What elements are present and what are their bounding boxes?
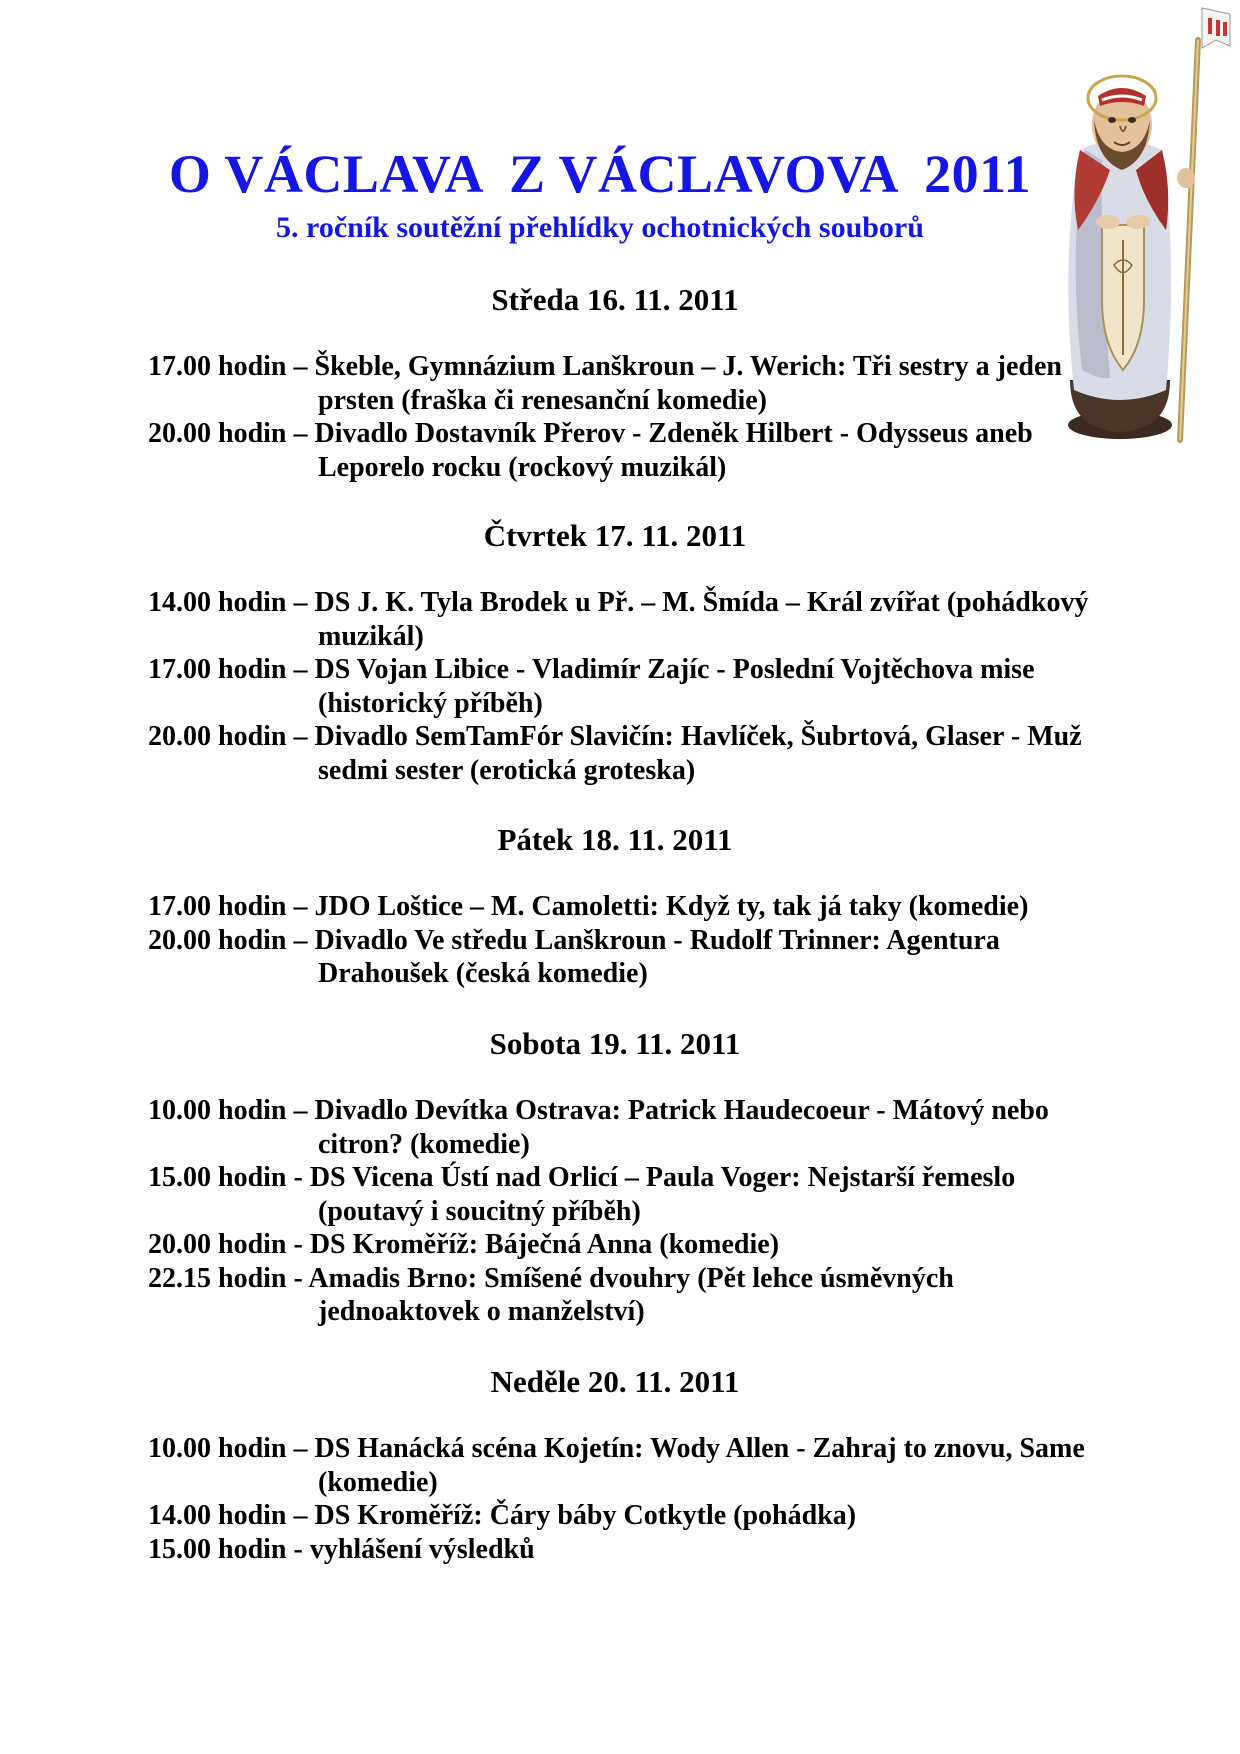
event-item	[148, 1262, 1108, 1329]
event-item	[148, 350, 1108, 417]
day-heading-friday: Pátek 18. 11. 2011	[497, 822, 733, 857]
event-item	[148, 924, 1108, 991]
event-text: – DS Vojan Libice - Vladimír Zajíc - Poslední Vojtěchova mise (historický příběh)	[293, 654, 1035, 719]
event-item	[148, 1432, 1108, 1499]
event-text: - Amadis Brno: Smíšené dvouhry (Pět lehce úsměvných jednoaktovek o manželství)	[293, 1262, 954, 1327]
event-list-sunday	[148, 1432, 1108, 1566]
day-heading-sunday: Neděle 20. 11. 2011	[490, 1364, 740, 1399]
event-item	[148, 1499, 1108, 1533]
event-text: - vyhlášení výsledků	[293, 1533, 535, 1565]
event-time: 10.00 hodin	[148, 1095, 287, 1126]
event-text: – DS J. K. Tyla Brodek u Př. – M. Šmída – Král zvířat (pohádkový muzikál)	[293, 587, 1089, 652]
day-heading-saturday: Sobota 19. 11. 2011	[489, 1026, 741, 1061]
event-time: 20.00 hodin	[148, 924, 287, 956]
event-time: 20.00 hodin	[148, 418, 287, 449]
day-heading-thursday: Čtvrtek 17. 11. 2011	[483, 518, 747, 553]
event-time: 15.00 hodin	[148, 1162, 287, 1193]
event-text: – Divadlo Ve středu Lanškroun - Rudolf Trinner: Agentura Drahoušek (česká komedie)	[293, 924, 1000, 989]
event-item	[148, 417, 1108, 484]
event-text: – Škeble, Gymnázium Lanškroun – J. Werich: Tři sestry a jeden prsten (fraška či renesanční komedie)	[293, 351, 1062, 416]
day-heading-wednesday: Středa 16. 11. 2011	[491, 282, 739, 317]
event-text: – JDO Loštice – M. Camoletti: Když ty, tak já taky (komedie)	[293, 891, 1029, 922]
page-subtitle: 5. ročník soutěžní přehlídky ochotnických souborů	[276, 211, 924, 244]
event-time: 17.00 hodin	[148, 654, 287, 685]
event-list-friday	[148, 890, 1108, 991]
event-item	[148, 720, 1108, 787]
event-time: 22.15 hodin	[148, 1262, 287, 1294]
event-time: 15.00 hodin	[148, 1533, 287, 1565]
event-time: 20.00 hodin	[148, 721, 287, 752]
event-text: – Divadlo Dostavník Přerov - Zdeněk Hilbert - Odysseus aneb Leporelo rocku (rockový muzikál)	[293, 418, 1033, 483]
event-item	[148, 1161, 1108, 1228]
event-item	[148, 1094, 1108, 1161]
event-text: - DS Kroměříž: Báječná Anna (komedie)	[293, 1229, 780, 1260]
event-list-wednesday	[148, 350, 1108, 484]
event-item	[148, 1533, 1108, 1567]
event-item	[148, 1228, 1108, 1262]
event-time: 14.00 hodin	[148, 587, 287, 618]
event-item	[148, 653, 1108, 720]
event-list-thursday	[148, 586, 1108, 787]
event-time: 20.00 hodin	[148, 1229, 287, 1260]
page-title: O VÁCLAVA Z VÁCLAVOVA 2011	[168, 144, 1032, 204]
event-list-saturday	[148, 1094, 1108, 1329]
event-text: – DS Hanácká scéna Kojetín: Wody Allen - Zahraj to znovu, Same (komedie)	[293, 1433, 1085, 1498]
event-text: - DS Vicena Ústí nad Orlicí – Paula Voger: Nejstarší řemeslo (poutavý i soucitný příběh)	[293, 1162, 1016, 1227]
event-text: – Divadlo SemTamFór Slavičín: Havlíček, Šubrtová, Glaser - Muž sedmi sester (erotická groteska)	[293, 721, 1082, 786]
event-text: – Divadlo Devítka Ostrava: Patrick Haudecoeur - Mátový nebo citron? (komedie)	[293, 1095, 1049, 1160]
event-time: 17.00 hodin	[148, 891, 287, 922]
event-item	[148, 586, 1108, 653]
event-time: 10.00 hodin	[148, 1433, 287, 1464]
event-time: 17.00 hodin	[148, 351, 287, 382]
event-item	[148, 890, 1108, 924]
event-text: – DS Kroměříž: Čáry báby Cotkytle (pohádka)	[293, 1500, 857, 1531]
statue-figurine-image	[1040, 0, 1240, 450]
event-time: 14.00 hodin	[148, 1500, 287, 1531]
